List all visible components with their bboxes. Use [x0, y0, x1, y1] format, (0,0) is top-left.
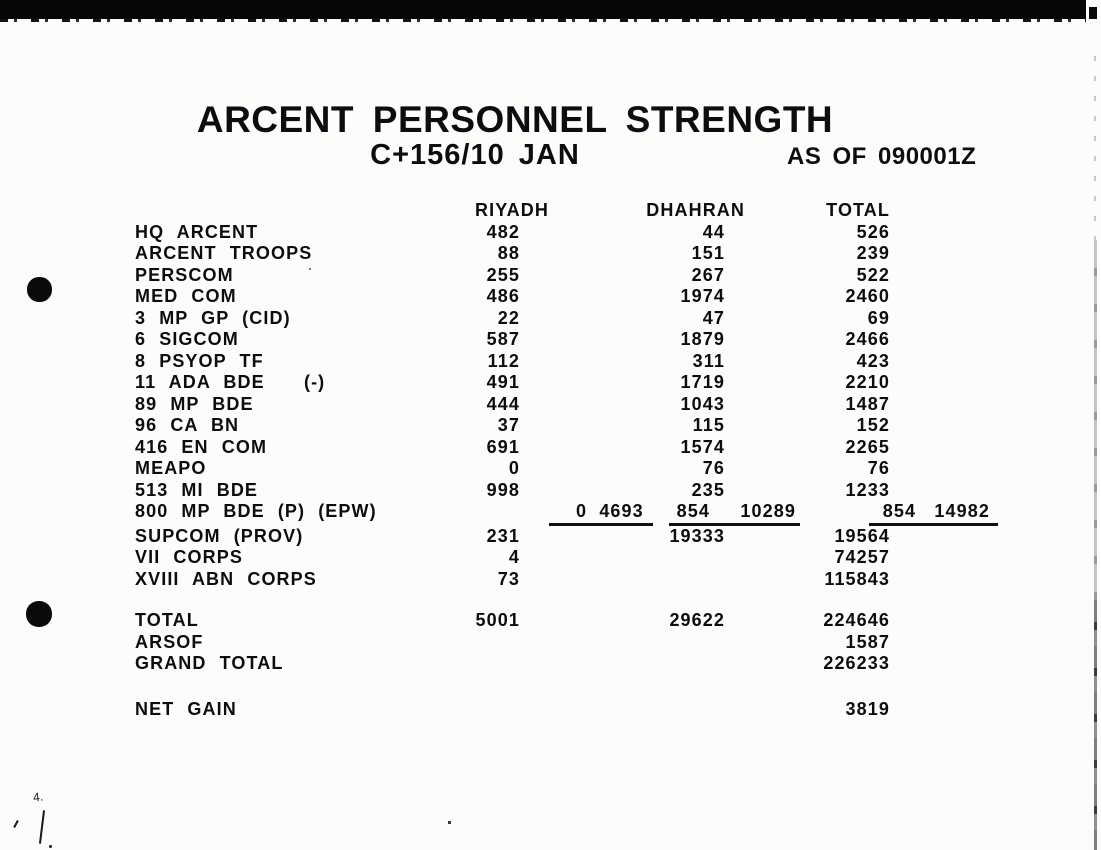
table-row — [135, 415, 1085, 437]
row-label: NET GAIN — [135, 698, 237, 719]
dhahran-value: 1974 — [680, 286, 725, 306]
riyadh-value: 4 — [508, 547, 520, 567]
underlined-value-pair: 0 4693 — [549, 501, 653, 526]
dhahran-value: 1719 — [680, 372, 725, 392]
riyadh-value: 587 — [486, 329, 520, 349]
dhahran-value — [520, 653, 725, 675]
row-label: SUPCOM (PROV) — [135, 525, 304, 546]
table-row — [135, 437, 1085, 459]
row-label: 11 ADA BDE (-) — [135, 372, 326, 392]
table-row — [135, 286, 1085, 308]
scan-top-black-bar — [0, 0, 1086, 19]
total-value: 115843 — [824, 568, 890, 589]
riyadh-value — [475, 501, 644, 526]
riyadh-value: 0 — [508, 458, 520, 478]
table-row — [135, 265, 1085, 287]
total-value: 19564 — [834, 525, 890, 546]
table-row — [135, 526, 1085, 548]
scan-bar-ragged-edge — [0, 19, 1086, 22]
table-header-row — [135, 200, 1085, 222]
dhahran-value: 1043 — [680, 393, 725, 414]
total-value: 2265 — [845, 436, 890, 457]
row-label: 6 SIGCOM — [135, 329, 239, 349]
pen-dot-mark — [49, 845, 52, 848]
row-spacer — [135, 590, 1085, 610]
handwritten-mark: 4. — [32, 789, 44, 805]
scan-right-edge-line — [1094, 240, 1097, 600]
riyadh-value: 5001 — [475, 610, 520, 630]
row-label: ARCENT TROOPS — [135, 243, 313, 263]
scan-speck — [309, 268, 311, 270]
summary-row-grand-total — [135, 653, 1085, 675]
personnel-strength-table — [135, 200, 1085, 720]
total-value: 423 — [856, 350, 890, 371]
row-label: 416 EN COM — [135, 436, 268, 457]
total-value: 69 — [867, 307, 890, 328]
riyadh-value: 491 — [486, 372, 520, 392]
total-value: 3819 — [845, 698, 890, 719]
riyadh-value: 482 — [486, 221, 520, 242]
scan-right-edge-line — [1094, 56, 1096, 240]
column-header-riyadh: RIYADH — [475, 200, 549, 220]
row-label: 96 CA BN — [135, 415, 240, 435]
total-value: 1233 — [845, 479, 890, 500]
table-row-800-mp-bde — [135, 501, 1085, 526]
underlined-value-pair: 854 10289 — [669, 501, 800, 526]
dhahran-value — [520, 632, 725, 654]
summary-row-total — [135, 610, 1085, 632]
table-row — [135, 222, 1085, 244]
row-label: MEAPO — [135, 458, 207, 478]
dhahran-value: 267 — [691, 264, 725, 285]
total-value: 152 — [856, 415, 890, 435]
total-value: 76 — [867, 458, 890, 478]
table-row — [135, 569, 1085, 591]
row-label: TOTAL — [135, 610, 199, 630]
dhahran-value — [520, 547, 725, 569]
riyadh-value: 112 — [487, 350, 520, 371]
total-value: 1587 — [845, 631, 890, 652]
row-label: 89 MP BDE — [135, 393, 254, 414]
underlined-value-pair: 854 14982 — [869, 501, 998, 526]
row-label: PERSCOM — [135, 264, 234, 285]
riyadh-value: 998 — [486, 479, 520, 500]
summary-row-arsof — [135, 632, 1085, 654]
pen-tick-mark — [13, 820, 19, 828]
total-value: 224646 — [823, 610, 890, 630]
dhahran-value: 115 — [692, 415, 725, 435]
table-row — [135, 372, 1085, 394]
page-title: ARCENT PERSONNEL STRENGTH — [196, 99, 834, 140]
dhahran-value: 235 — [691, 479, 725, 500]
hole-punch-mark — [26, 601, 52, 627]
total-value: 74257 — [834, 547, 890, 567]
riyadh-value: 691 — [486, 436, 520, 457]
table-row — [135, 458, 1085, 480]
scan-corner-artifact — [1089, 7, 1097, 19]
dhahran-value: 1574 — [680, 436, 725, 457]
column-header-total: TOTAL — [826, 200, 890, 220]
pen-stroke-mark — [39, 810, 45, 844]
dhahran-value — [520, 699, 725, 721]
dhahran-value — [520, 569, 725, 591]
row-label: ARSOF — [135, 631, 204, 652]
total-value: 2466 — [845, 329, 890, 349]
total-value: 526 — [856, 221, 890, 242]
total-value: 239 — [856, 243, 890, 263]
riyadh-value — [475, 632, 520, 654]
row-label: 3 MP GP (CID) — [135, 307, 291, 328]
riyadh-value: 231 — [486, 525, 520, 546]
net-gain-row — [135, 699, 1085, 721]
riyadh-value: 444 — [486, 393, 520, 414]
as-of-timestamp: AS OF 090001Z — [787, 143, 977, 170]
table-row — [135, 308, 1085, 330]
riyadh-value: 486 — [486, 286, 520, 306]
table-row — [135, 547, 1085, 569]
column-header-dhahran: DHAHRAN — [646, 200, 745, 220]
riyadh-value: 22 — [497, 307, 520, 328]
riyadh-value: 255 — [486, 264, 520, 285]
row-label: HQ ARCENT — [135, 221, 259, 242]
riyadh-value — [475, 653, 520, 675]
row-label: GRAND TOTAL — [135, 653, 284, 673]
dhahran-value: 311 — [692, 350, 725, 371]
dhahran-value: 1879 — [680, 329, 725, 349]
date-line: C+156/10 JAN — [370, 139, 580, 171]
row-label: XVIII ABN CORPS — [135, 568, 317, 589]
table-row — [135, 351, 1085, 373]
header-spacer — [135, 200, 475, 222]
riyadh-value: 88 — [497, 243, 520, 263]
dhahran-value: 19333 — [669, 525, 725, 546]
table-row — [135, 329, 1085, 351]
dhahran-value: 76 — [702, 458, 725, 478]
row-label: 800 MP BDE (P) (EPW) — [135, 501, 377, 521]
table-row — [135, 243, 1085, 265]
riyadh-value: 37 — [497, 415, 520, 435]
scan-speck — [448, 821, 451, 824]
total-value: 522 — [856, 264, 890, 285]
row-label: VII CORPS — [135, 547, 243, 567]
scan-right-edge-line — [1094, 600, 1097, 850]
total-value: 2460 — [845, 286, 890, 306]
table-row — [135, 394, 1085, 416]
row-label: MED COM — [135, 286, 237, 306]
dhahran-value: 151 — [691, 243, 725, 263]
dhahran-value: 47 — [702, 307, 725, 328]
total-value: 226233 — [823, 653, 890, 673]
riyadh-value: 73 — [497, 568, 520, 589]
table-row — [135, 480, 1085, 502]
total-value: 2210 — [845, 372, 890, 392]
row-label: 8 PSYOP TF — [135, 350, 264, 371]
row-spacer — [135, 675, 1085, 699]
dhahran-value: 29622 — [669, 610, 725, 630]
riyadh-value — [475, 699, 520, 721]
hole-punch-mark — [27, 277, 52, 302]
dhahran-value: 44 — [702, 221, 725, 242]
row-label: 513 MI BDE — [135, 479, 259, 500]
total-value: 1487 — [845, 393, 890, 414]
